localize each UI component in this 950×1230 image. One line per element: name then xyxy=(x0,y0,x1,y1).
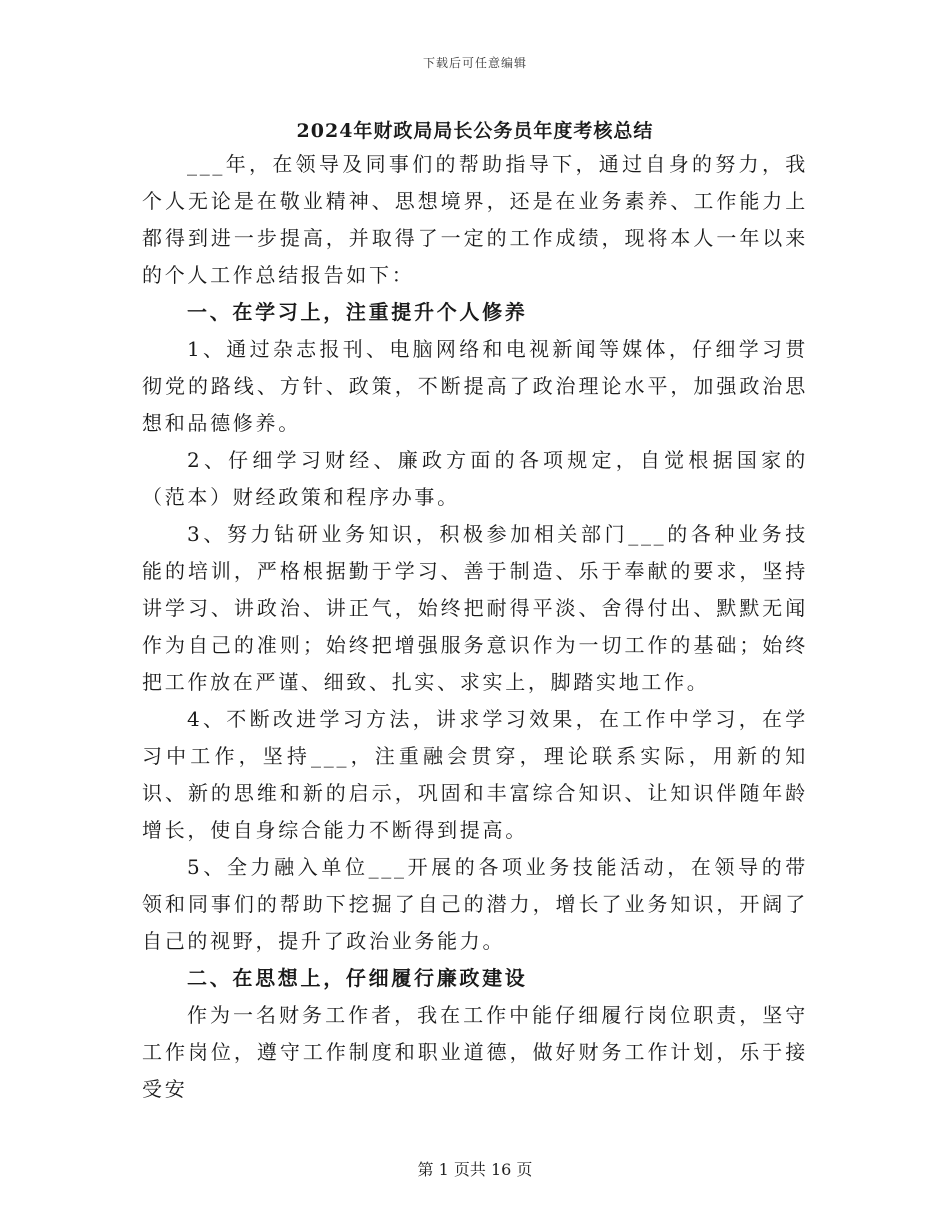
body-paragraph: 2、仔细学习财经、廉政方面的各项规定，自觉根据国家的（范本）财经政策和程序办事。 xyxy=(142,448,808,509)
intro-paragraph: ___年，在领导及同事们的帮助指导下，通过自身的努力，我个人无论是在敬业精神、思想境界，还是在业务素养、工作能力上都得到进一步提高，并取得了一定的工作成绩，现将本人一年以来的个人工作总结报告如下： xyxy=(142,152,808,287)
body-paragraph: 5、全力融入单位___开展的各项业务技能活动，在领导的带领和同事们的帮助下挖掘了自己的潜力，增长了业务知识，开阔了自己的视野，提升了政治业务能力。 xyxy=(142,855,808,953)
section-heading-2: 二、在思想上，仔细履行廉政建设 xyxy=(187,966,528,990)
body-paragraph: 1、通过杂志报刊、电脑网络和电视新闻等媒体，仔细学习贯彻党的路线、方针、政策，不断提高了政治理论水平，加强政治思想和品德修养。 xyxy=(142,337,808,435)
section-heading-1: 一、在学习上，注重提升个人修养 xyxy=(187,300,528,324)
page-footer: 第 1 页共 16 页 xyxy=(417,1160,533,1179)
body-paragraph: 作为一名财务工作者，我在工作中能仔细履行岗位职责，坚守工作岗位，遵守工作制度和职业道德，做好财务工作计划，乐于接受安 xyxy=(142,1003,808,1101)
body-paragraph: 4、不断改进学习方法，讲求学习效果，在工作中学习，在学习中工作，坚持___，注重融会贯穿，理论联系实际，用新的知识、新的思维和新的启示，巩固和丰富综合知识、让知识伴随年龄增长，使自身综合能力不断得到提高。 xyxy=(142,707,808,842)
document-body xyxy=(142,146,808,1108)
document-title: 2024年财政局局长公务员年度考核总结 xyxy=(296,120,654,142)
body-paragraph: 3、努力钻研业务知识，积极参加相关部门___的各种业务技能的培训，严格根据勤于学习、善于制造、乐于奉献的要求，坚持讲学习、讲政治、讲正气，始终把耐得平淡、舍得付出、默默无闻作为自己的准则；始终把增强服务意识作为一切工作的基础；始终把工作放在严谨、细致、扎实、求实上，脚踏实地工作。 xyxy=(142,522,808,694)
header-note: 下载后可任意编辑 xyxy=(422,56,527,70)
